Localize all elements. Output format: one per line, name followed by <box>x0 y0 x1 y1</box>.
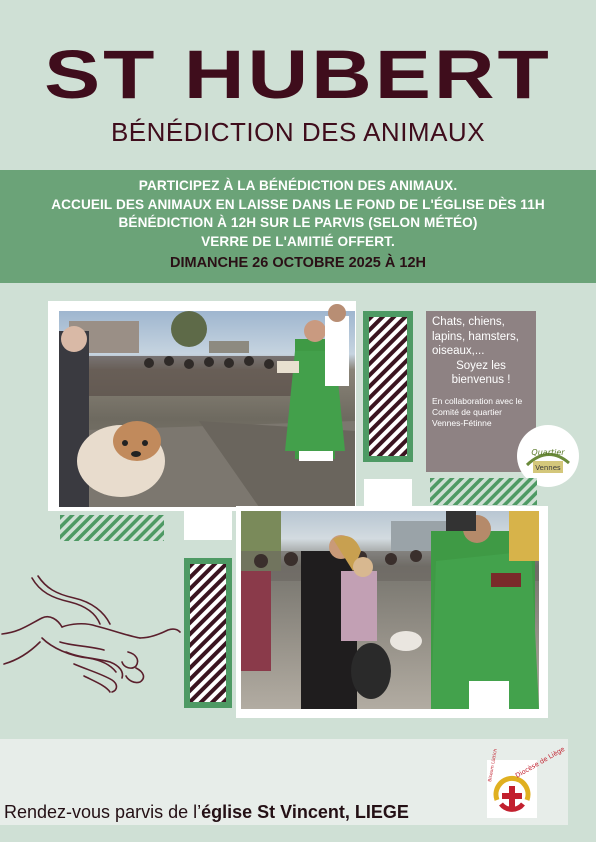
diocese-logo <box>487 745 567 818</box>
decor-white-box <box>184 510 232 540</box>
diocese-label: Diocèse de Liège <box>514 745 567 780</box>
welcome-line: bienvenus ! <box>451 374 511 386</box>
info-line: PARTICIPEZ À LA BÉNÉDICTION DES ANIMAUX. <box>138 178 458 193</box>
photo-crowd-with-priest <box>59 311 355 507</box>
caption-line: lapins, hamsters, <box>432 330 519 343</box>
decor-white-box <box>364 479 412 507</box>
info-line: VERRE DE L'AMITIÉ OFFERT. <box>201 233 395 249</box>
animals-caption <box>432 315 530 388</box>
page-title: ST HUBERT <box>44 35 552 113</box>
photo-illustration <box>241 511 539 709</box>
info-line: ACCUEIL DES ANIMAUX EN LAISSE DANS LE FOND DE L'ÉGLISE DÈS 11H <box>51 196 545 212</box>
info-line: BÉNÉDICTION À 12H SUR LE PARVIS (SELON MÉTÉO) <box>118 215 478 230</box>
hand-and-paw-drawing <box>0 572 182 700</box>
diocese-logo-icon <box>487 745 567 818</box>
decor-striped-box <box>184 558 232 708</box>
welcome-line: Soyez les <box>456 359 506 372</box>
info-band <box>0 170 596 283</box>
page-subtitle: BÉNÉDICTION DES ANIMAUX <box>110 117 486 147</box>
photo-blessing-dogs <box>241 511 539 709</box>
venue-line <box>4 802 409 823</box>
caption-line: oiseaux,... <box>432 345 485 357</box>
venue-prefix: Rendez-vous parvis de l’ <box>4 802 202 822</box>
decor-stripes <box>60 515 164 541</box>
svg-text:Vennes: Vennes <box>535 464 561 472</box>
svg-text:Quartier: Quartier <box>531 448 565 457</box>
venue-church: église St Vincent, LIEGE <box>201 802 409 822</box>
diocese-small-label: Biseum Lüttich <box>488 748 499 783</box>
photo-illustration <box>59 311 355 507</box>
caption-line: Chats, chiens, <box>432 316 505 328</box>
collaboration-note: En collaboration avec le Comité de quartier Vennes-Fétinne <box>432 395 523 428</box>
decor-striped-box <box>363 311 413 462</box>
event-date: DIMANCHE 26 OCTOBRE 2025 À 12H <box>170 255 426 271</box>
decor-stripes <box>430 478 537 505</box>
